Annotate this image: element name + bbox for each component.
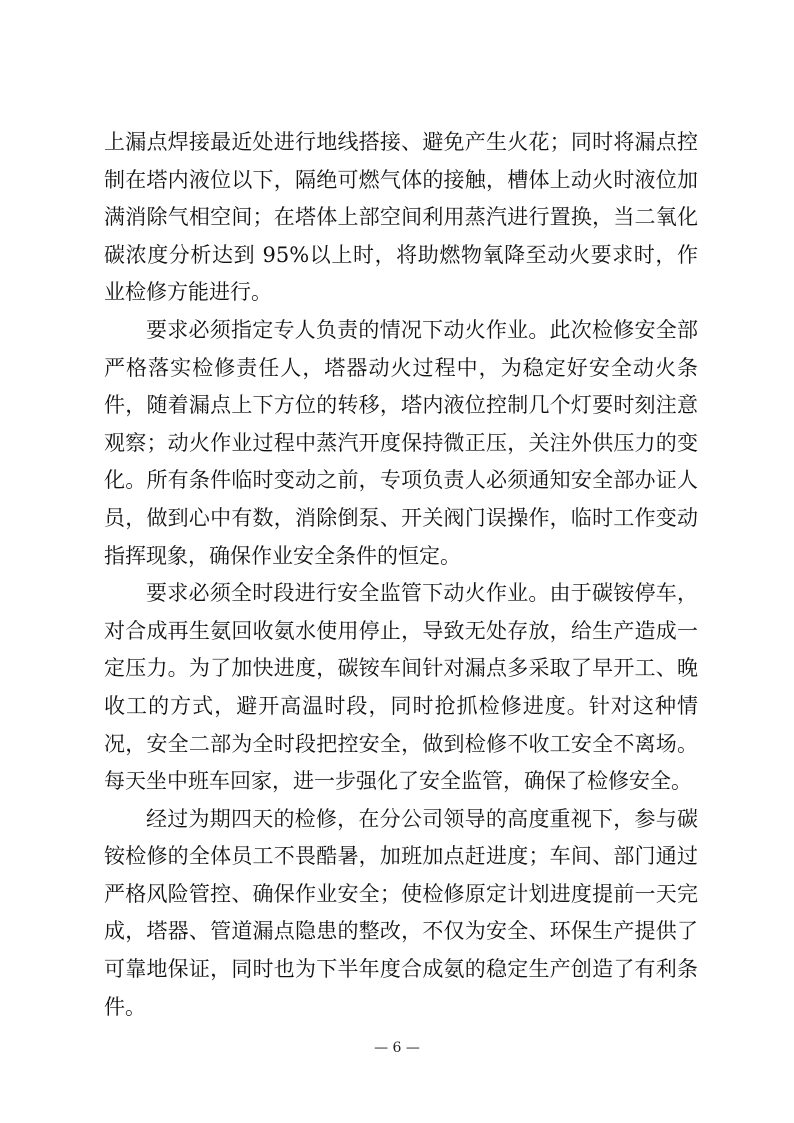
document-body xyxy=(104,124,698,1026)
paragraph-2: 要求必须指定专人负责的情况下动火作业。此次检修安全部严格落实检修责任人，塔器动火过程中，为稳定好安全动火条件，随着漏点上下方位的转移，塔内液位控制几个灯要时刻注意观察；动火作业过程中蒸汽开度保持微正压，关注外供压力的变化。所有条件临时变动之前，专项负责人必须通知安全部办证人员，做到心中有数，消除倒泵、开关阀门误操作，临时工作变动指挥现象，确保作业安全条件的恒定。 xyxy=(104,317,698,568)
paragraph-1: 上漏点焊接最近处进行地线搭接、避免产生火花；同时将漏点控制在塔内液位以下，隔绝可燃气体的接触，槽体上动火时液位加满消除气相空间；在塔体上部空间利用蒸汽进行置换，当二氧化碳浓度分析达到 95%以上时，将助燃物氧降至动火要求时，作业检修方能进行。 xyxy=(104,130,698,305)
paragraph-3: 要求必须全时段进行安全监管下动火作业。由于碳铵停车，对合成再生氨回收氨水使用停止，导致无处存放，给生产造成一定压力。为了加快进度，碳铵车间针对漏点多采取了早开工、晚收工的方式，避开高温时段，同时抢抓检修进度。针对这种情况，安全二部为全时段把控安全，做到检修不收工安全不离场。每天坐中班车回家，进一步强化了安全监管，确保了检修安全。 xyxy=(104,581,698,794)
page-number: — 6 — xyxy=(374,1040,420,1056)
paragraph-4: 经过为期四天的检修，在分公司领导的高度重视下，参与碳铵检修的全体员工不畏酷暑，加班加点赶进度；车间、部门通过严格风险管控、确保作业安全；使检修原定计划进度提前一天完成，塔器、管道漏点隐患的整改，不仅为安全、环保生产提供了可靠地保证，同时也为下半年度合成氨的稳定生产创造了有利条件。 xyxy=(104,806,698,1019)
